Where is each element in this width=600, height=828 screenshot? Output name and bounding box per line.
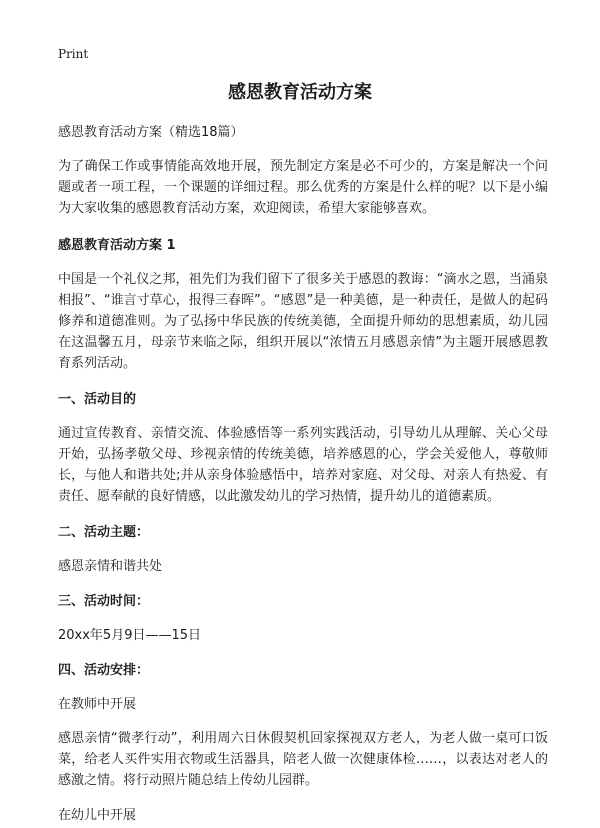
- goal-paragraph: 通过宣传教育、亲情交流、体验感悟等一系列实践活动，引导幼儿从理解、关心父母开始，弘扬孝敬父母、珍视亲情的传统美德，培养感恩的心，学会关爱他人，尊敬师长，与他人和谐共处;并从亲身体验感悟中，培养对家庭、对父母、对亲人有热爱、有责任、愿奉献的良好情感，以此激发幼儿的学习热情，提升幼儿的道德素质。: [58, 426, 548, 504]
- section-1-paragraph: 中国是一个礼仪之邦，祖先们为我们留下了很多关于感恩的教诲：“滴水之恩，当涌泉相报”、“谁言寸草心，报得三春晖”。“感恩”是一种美德，是一种责任，是做人的起码修养和道德准则。为了弘扬中华民族的传统美德，全面提升师幼的思想素质，幼儿园在这温馨五月，母亲节来临之际，组织开展以“浓情五月感恩亲情”为主题开展感恩教育系列活动。: [58, 272, 548, 371]
- teacher-subheading: 在教师中开展: [58, 697, 137, 712]
- section-1-heading: 感恩教育活动方案 1: [58, 238, 176, 253]
- intro-paragraph: 为了确保工作或事情能高效地开展，预先制定方案是必不可少的，方案是解决一个问题或者一项工程，一个课题的详细过程。那么优秀的方案是什么样的呢？以下是小编为大家收集的感恩教育活动方案，欢迎阅读，希望大家能够喜欢。: [58, 159, 548, 216]
- arrangement-heading: 四、活动安排：: [58, 663, 150, 678]
- print-label: Print: [58, 47, 89, 61]
- document-subtitle: 感恩教育活动方案（精选18篇）: [58, 125, 244, 140]
- document-title: 感恩教育活动方案: [228, 82, 372, 103]
- document-body: [58, 122, 548, 826]
- time-paragraph: 20xx年5月9日——15日: [58, 628, 202, 643]
- goal-heading: 一、活动目的: [58, 392, 137, 407]
- child-subheading: 在幼儿中开展: [58, 808, 137, 823]
- theme-paragraph: 感恩亲情和谐共处: [58, 559, 163, 574]
- teacher-paragraph: 感恩亲情“微孝行动”，利用周六日休假契机回家探视双方老人，为老人做一桌可口饭菜，给老人买件实用衣物或生活器具，陪老人做一次健康体检……，以表达对老人的感激之情。将行动照片随总结上传幼儿园群。: [58, 731, 548, 788]
- time-heading: 三、活动时间：: [58, 594, 150, 609]
- theme-heading: 二、活动主题：: [58, 525, 150, 540]
